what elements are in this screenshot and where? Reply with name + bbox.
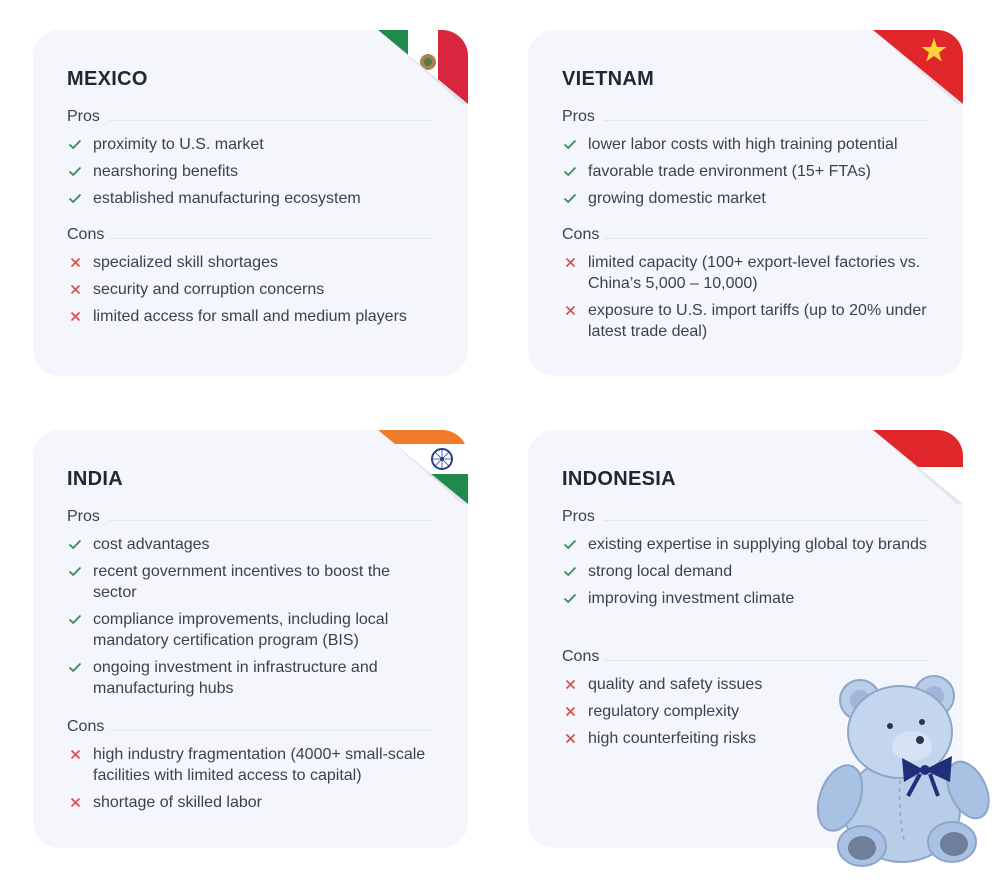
pro-item: favorable trade environment (15+ FTAs) [562, 161, 927, 182]
cons-section [67, 226, 432, 333]
pros-heading: Pros [562, 108, 595, 125]
country-name: INDONESIA [562, 468, 676, 490]
cross-icon [562, 300, 578, 321]
cons-section [562, 226, 927, 348]
pros-list [562, 134, 927, 209]
check-icon [562, 188, 578, 209]
check-icon [67, 134, 83, 155]
pro-item: established manufacturing ecosystem [67, 188, 432, 209]
cross-icon [67, 306, 83, 327]
cons-heading: Cons [67, 226, 105, 243]
card-india [33, 430, 468, 848]
card-mexico [33, 30, 468, 376]
check-icon [67, 561, 83, 582]
cons-heading: Cons [562, 226, 600, 243]
check-icon [67, 161, 83, 182]
check-icon [67, 188, 83, 209]
con-item: exposure to U.S. import tariffs (up to 20% under latest trade deal) [562, 300, 927, 342]
cross-icon [562, 674, 578, 695]
check-icon [562, 534, 578, 555]
india-flag-icon [378, 430, 468, 504]
con-item: high industry fragmentation (4000+ small-scale facilities with limited access to capital) [67, 744, 432, 786]
pros-section [562, 108, 927, 215]
indonesia-flag-icon [873, 430, 963, 504]
pros-section [67, 508, 432, 705]
pro-item: recent government incentives to boost the sector [67, 561, 432, 603]
pro-item: ongoing investment in infrastructure and manufacturing hubs [67, 657, 432, 699]
cross-icon [562, 728, 578, 749]
pro-item: growing domestic market [562, 188, 927, 209]
pros-section [67, 108, 432, 215]
cons-heading: Cons [67, 718, 105, 735]
pros-heading: Pros [67, 508, 100, 525]
pros-list [67, 534, 432, 699]
con-item: limited access for small and medium players [67, 306, 432, 327]
pro-item: cost advantages [67, 534, 432, 555]
teddy-bear-icon [812, 670, 992, 870]
check-icon [67, 609, 83, 630]
pros-list [67, 134, 432, 209]
pro-item: compliance improvements, including local mandatory certification program (BIS) [67, 609, 432, 651]
cons-section [67, 718, 432, 819]
vietnam-flag-icon [873, 30, 963, 104]
con-item: high counterfeiting risks [562, 728, 927, 749]
cross-icon [67, 252, 83, 273]
pro-item: improving investment climate [562, 588, 927, 609]
check-icon [562, 561, 578, 582]
check-icon [562, 161, 578, 182]
check-icon [67, 534, 83, 555]
con-item: regulatory complexity [562, 701, 927, 722]
cross-icon [67, 279, 83, 300]
country-name: MEXICO [67, 68, 148, 90]
cons-list [67, 744, 432, 813]
pros-heading: Pros [562, 508, 595, 525]
pro-item: nearshoring benefits [67, 161, 432, 182]
pros-list [562, 534, 927, 609]
cons-list [67, 252, 432, 327]
check-icon [67, 657, 83, 678]
cross-icon [67, 792, 83, 813]
divider [604, 238, 927, 239]
mexico-flag-icon [378, 30, 468, 104]
cross-icon [562, 701, 578, 722]
country-name: VIETNAM [562, 68, 655, 90]
cons-list [562, 252, 927, 342]
divider [604, 520, 927, 521]
card-vietnam [528, 30, 963, 376]
con-item: quality and safety issues [562, 674, 927, 695]
divider [109, 730, 432, 731]
pros-heading: Pros [67, 108, 100, 125]
cross-icon [562, 252, 578, 273]
divider [109, 238, 432, 239]
divider [604, 120, 927, 121]
con-item: security and corruption concerns [67, 279, 432, 300]
pros-section [562, 508, 927, 615]
check-icon [562, 588, 578, 609]
pro-item: proximity to U.S. market [67, 134, 432, 155]
country-name: INDIA [67, 468, 123, 490]
con-item: specialized skill shortages [67, 252, 432, 273]
con-item: shortage of skilled labor [67, 792, 432, 813]
pro-item: strong local demand [562, 561, 927, 582]
pro-item: existing expertise in supplying global toy brands [562, 534, 927, 555]
check-icon [562, 134, 578, 155]
pro-item: lower labor costs with high training potential [562, 134, 927, 155]
divider [604, 660, 927, 661]
divider [109, 520, 432, 521]
cons-heading: Cons [562, 648, 600, 665]
divider [109, 120, 432, 121]
con-item: limited capacity (100+ export-level factories vs. China’s 5,000 – 10,000) [562, 252, 927, 294]
cross-icon [67, 744, 83, 765]
